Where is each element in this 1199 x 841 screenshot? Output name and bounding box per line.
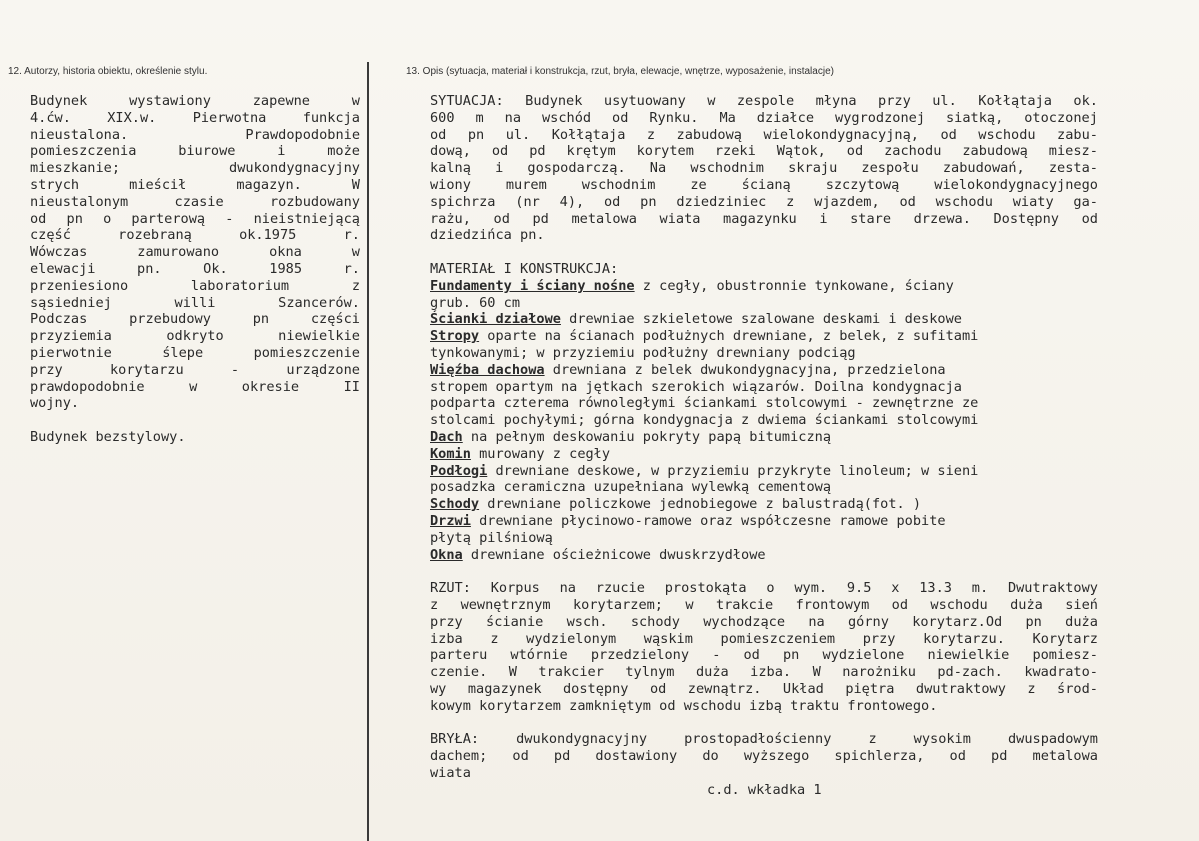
plan-line: kowym korytarzem zamkniętym od wschodu izbą traktu frontowego.	[430, 697, 938, 714]
material-line: Ścianki działowe drewniae szkieletowe szalowane deskami i deskowe	[430, 311, 962, 328]
material-line: Więźba dachowa drewniana z belek dwukondygnacyjna, przedzielona	[430, 361, 946, 378]
material-label: Fundamenty i ściany nośne	[430, 277, 635, 294]
style-line: Budynek bezstylowy.	[30, 428, 186, 445]
material-label: Stropy	[430, 328, 480, 345]
material-label: Okna	[430, 546, 463, 563]
material-line: podparta czterema równoległymi ściankami stolcowymi - zewnętrzne ze	[430, 395, 979, 412]
description-text	[430, 93, 1098, 798]
history-text	[30, 93, 360, 446]
material-label: Schody	[430, 496, 480, 513]
history-line: elewacji pn. Ok. 1985 r.	[30, 260, 360, 277]
material-line: Drzwi drewniane płycinowo-ramowe oraz współczesne ramowe pobite	[430, 512, 946, 529]
history-line: nieustalonym czasie rozbudowany	[30, 193, 360, 210]
plan-line: RZUT: Korpus na rzucie prostokąta o wym. 9.5 x 13.3 m. Dwutraktowy	[430, 580, 1098, 597]
situation-line: 600 m na wschód od Rynku. Ma działce wygrodzonej siatką, otoczonej	[430, 109, 1098, 126]
material-line: Okna drewniane ościeżnicowe dwuskrzydłowe	[430, 546, 766, 563]
material-label: Drzwi	[430, 512, 471, 529]
history-line: strych mieścił magazyn. W	[30, 176, 360, 193]
plan-line: z wewnętrznym korytarzem; w trakcie frontowym od wschodu duża sień	[430, 596, 1098, 613]
material-label: Ścianki działowe	[430, 311, 561, 328]
massing-line: dachem; od pd dostawiony do wyższego spichlerza, od pd metalowa	[430, 748, 1098, 765]
plan-line: izba z wydzielonym wąskim pomieszczeniem przy korytarzu. Korytarz	[430, 630, 1098, 647]
history-line: sąsiedniej willi Szancerów.	[30, 294, 360, 311]
history-line: pomieszczenia biurowe i może	[30, 143, 360, 160]
situation-line: dową, od pd krętym korytem rzeki Wątok, od zachodu zabudową miesz-	[430, 143, 1098, 160]
history-line: mieszkanie; dwukondygnacyjny	[30, 160, 360, 177]
history-line: wojny.	[30, 395, 80, 412]
plan-line: wy magazynek dostępny od zewnątrz. Układ piętra dwutraktowy z środ-	[430, 680, 1098, 697]
history-line: prawdopodobnie w okresie II	[30, 378, 360, 395]
material-line: Schody drewniane policzkowe jednobiegowe z balustradą(fot. )	[430, 496, 922, 513]
material-line: Fundamenty i ściany nośne z cegły, obustronnie tynkowane, ściany	[430, 277, 954, 294]
situation-line: SYTUACJA: Budynek usytuowany w zespole młyna przy ul. Kołłątaja ok.	[430, 93, 1098, 109]
material-line: stropem opartym na jętkach szerokich wiązarów. Doilna kondygnacja	[430, 378, 962, 395]
material-line: Komin murowany z cegły	[430, 445, 611, 462]
history-line: pierwotnie ślepe pomieszczenie	[30, 344, 360, 361]
material-line: posadzka ceramiczna uzupełniana wylewką cementową	[430, 479, 832, 496]
history-line: przyziemia odkryto niewielkie	[30, 328, 360, 345]
situation-line: spichrza (nr 4), od pn dziedziniec z wjazdem, od wschodu wiaty ga-	[430, 193, 1098, 210]
material-line: Dach na pełnym deskowaniu pokryty papą bitumiczną	[430, 428, 832, 445]
history-line: nieustalona. Prawdopodobnie	[30, 126, 360, 143]
material-label: Dach	[430, 428, 463, 445]
situation-line: wiony murem wschodnim ze ścianą szczytową wielokondygnacyjnego	[430, 176, 1098, 193]
right-section-header: 13. Opis (sytuacja, materiał i konstrukcja, rzut, bryła, elewacje, wnętrze, wyposażenie, instalacje)	[406, 66, 834, 77]
material-label: Podłogi	[430, 462, 488, 479]
material-line: Stropy oparte na ścianach podłużnych drewniane, z belek, z sufitami	[430, 328, 979, 345]
material-label: Komin	[430, 445, 471, 462]
plan-line: czenie. W trakcier tylnym duża izba. W narożniku pd-zach. kwadrato-	[430, 664, 1098, 681]
material-line: grub. 60 cm	[430, 294, 521, 311]
material-label: Więźba dachowa	[430, 361, 545, 378]
column-divider	[367, 62, 369, 841]
plan-line: parteru wtórnie przedzielony - od pn wydzielone niewielkie pomiesz-	[430, 647, 1098, 664]
plan-line: przy ścianie wsch. schody wychodzące na górny korytarz.Od pn duża	[430, 613, 1098, 630]
history-line: 4.ćw. XIX.w. Pierwotna funkcja	[30, 109, 360, 126]
situation-line: kalną i gospodarczą. Na wschodnim skraju zespołu zabudowań, zesta-	[430, 160, 1098, 177]
massing-line: wiata	[430, 764, 471, 781]
situation-line: rażu, od pd metalowa wiata magazynku i stare drzewa. Dostępny od	[430, 210, 1098, 227]
history-line: Budynek wystawiony zapewne w	[30, 93, 360, 109]
continuation-note: c.d. wkładka 1	[707, 781, 822, 798]
history-line: od pn o parterową - nieistniejącą	[30, 210, 360, 227]
history-line: Wówczas zamurowano okna w	[30, 244, 360, 261]
situation-line: od pn ul. Kołłątaja z zabudową wielokondygnacyjną, od wschodu zabu-	[430, 126, 1098, 143]
history-line: Podczas przebudowy pn części	[30, 311, 360, 328]
material-line: Podłogi drewniane deskowe, w przyziemiu przykryte linoleum; w sieni	[430, 462, 979, 479]
material-title: MATERIAŁ I KONSTRUKCJA:	[430, 260, 619, 277]
history-line: przy korytarzu - urządzone	[30, 361, 360, 378]
massing-line: BRYŁA: dwukondygnacyjny prostopadłościenny z wysokim dwuspadowym	[430, 731, 1098, 748]
history-line: przeniesiono laboratorium z	[30, 277, 360, 294]
material-line: tynkowanymi; w przyziemiu podłużny drewniany podciąg	[430, 344, 856, 361]
left-section-header: 12. Autorzy, historia obiektu, określenie stylu.	[8, 66, 208, 77]
history-line: część rozebraną ok.1975 r.	[30, 227, 360, 244]
situation-line: dziedzińca pn.	[430, 227, 545, 244]
material-line: stolcami pochyłymi; górna kondygnacja z dwiema ściankami stolcowymi	[430, 412, 979, 429]
material-line: płytą pilśniową	[430, 529, 553, 546]
